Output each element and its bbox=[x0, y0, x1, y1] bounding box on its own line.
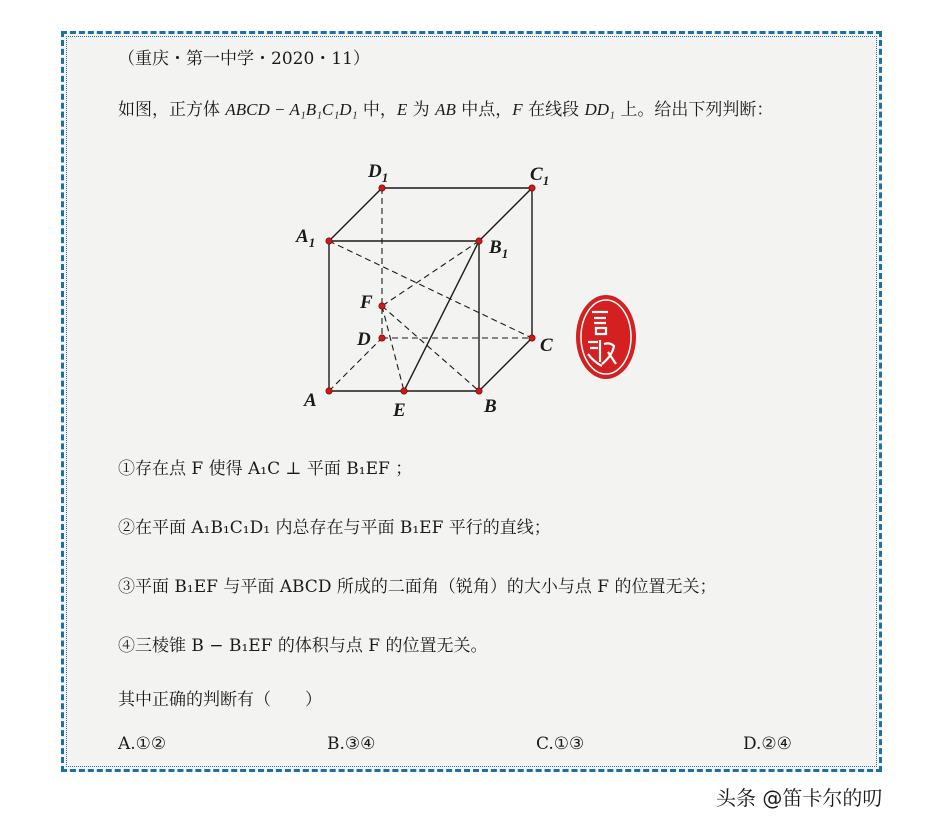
statement-3 bbox=[118, 576, 716, 598]
statement-1-text: 存在点 F 使得 A₁C ⊥ 平面 B₁EF ； bbox=[135, 459, 413, 479]
choice-d[interactable]: D.②④ bbox=[743, 734, 792, 754]
statement-4-num: ④ bbox=[118, 636, 135, 656]
intro-e: E bbox=[396, 100, 408, 119]
label-b1: $B_1$ bbox=[489, 237, 509, 261]
statement-4-text: 三棱锥 B − B₁EF 的体积与点 F 的位置无关。 bbox=[135, 636, 488, 656]
point-c1 bbox=[529, 185, 535, 191]
label-d1: $D_1$ bbox=[368, 161, 389, 185]
intro-dd1: DD₁ bbox=[584, 100, 615, 119]
point-b bbox=[476, 388, 482, 394]
source-label: （重庆・第一中学・2020・11） bbox=[118, 49, 370, 69]
label-e: E bbox=[393, 400, 406, 421]
statement-2-num: ② bbox=[118, 518, 135, 538]
intro-prefix: 如图，正方体 bbox=[118, 100, 226, 120]
intro-mid4: 在线段 bbox=[522, 100, 585, 120]
intro-f: F bbox=[512, 100, 523, 119]
intro-mid2: 为 bbox=[407, 100, 436, 120]
intro-suffix: 上。给出下列判断： bbox=[614, 100, 774, 120]
statement-1 bbox=[118, 458, 412, 480]
label-b: B bbox=[484, 396, 497, 417]
statement-2-text: 在平面 A₁B₁C₁D₁ 内总存在与平面 B₁EF 平行的直线； bbox=[135, 518, 551, 538]
label-c: C bbox=[540, 335, 553, 356]
point-a bbox=[326, 388, 332, 394]
statement-3-text: 平面 B₁EF 与平面 ABCD 所成的二面角（锐角）的大小与点 F 的位置无关； bbox=[135, 577, 717, 597]
statement-1-num: ① bbox=[118, 459, 135, 479]
label-d: D bbox=[357, 329, 371, 350]
choice-b[interactable]: B.③④ bbox=[327, 734, 376, 754]
label-a1: $A_1$ bbox=[296, 226, 316, 250]
choice-a[interactable]: A.①② bbox=[118, 734, 167, 754]
point-d bbox=[379, 335, 385, 341]
intro-ab: AB bbox=[435, 100, 456, 119]
point-b1 bbox=[476, 238, 482, 244]
label-a: A bbox=[304, 390, 317, 411]
watermark: 头条 @笛卡尔的叨 bbox=[716, 786, 883, 810]
statement-4 bbox=[118, 635, 487, 657]
statement-2 bbox=[118, 517, 551, 539]
intro-mid1: 中， bbox=[357, 100, 397, 120]
seal-stamp bbox=[576, 295, 636, 379]
question-prompt: 其中正确的判断有（ ） bbox=[118, 690, 322, 710]
label-c1: $C_1$ bbox=[530, 164, 550, 188]
choice-c[interactable]: C.①③ bbox=[536, 734, 585, 754]
label-f: F bbox=[360, 292, 373, 313]
point-c bbox=[529, 335, 535, 341]
point-d1 bbox=[379, 185, 385, 191]
intro-mid3: 中点， bbox=[455, 100, 513, 120]
point-a1 bbox=[326, 238, 332, 244]
statement-3-num: ③ bbox=[118, 577, 135, 597]
point-e bbox=[401, 388, 407, 394]
intro-solid: ABCD − A₁B₁C₁D₁ bbox=[225, 100, 358, 119]
point-f bbox=[379, 303, 385, 309]
